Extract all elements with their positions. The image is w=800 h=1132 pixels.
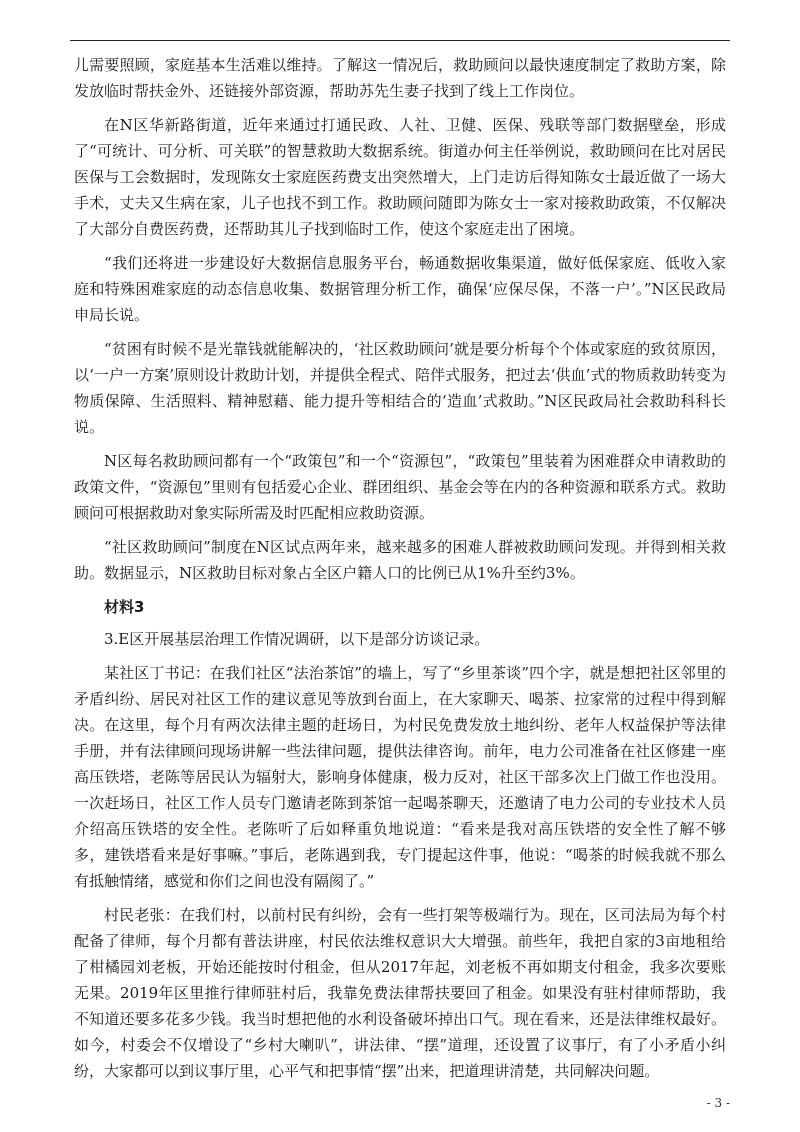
- paragraph: N区每名救助顾问都有一个“政策包”和一个“资源包”，“政策包”里装着为困难群众申请救助的政策文件，“资源包”里则有包括爱心企业、群团组织、基金会等在内的各种资源和联系方式。救助顾问可根据救助对象实际所需及时匹配相应救助资源。: [74, 452, 726, 522]
- section-heading: 材料3: [104, 598, 145, 616]
- paragraph: 某社区丁书记：在我们社区“法治茶馆”的墙上，写了“乡里茶谈”四个字，就是想把社区邻里的矛盾纠纷、居民对社区工作的建议意见等放到台面上，在大家聊天、喝茶、拉家常的过程中得到解决。在这里，每个月有两次法律主题的赶场日，为村民免费发放土地纠纷、老年人权益保护等法律手册，并有法律顾问现场讲解一些法律问题，提供法律咨询。前年，电力公司准备在社区修建一座高压铁塔，老陈等居民认为辐射大，影响身体健康，极力反对，社区干部多次上门做工作也没用。一次赶场日，社区工作人员专门邀请老陈到茶馆一起喝茶聊天，还邀请了电力公司的专业技术人员介绍高压铁塔的安全性。老陈听了后如释重负地说道：“看来是我对高压铁塔的安全性了解不够多，建铁塔看来是好事嘛。”事后，老陈遇到我，专门提起这件事，他说：“喝茶的时候我就不那么有抵触情绪，感觉和你们之间也没有隔阂了。”: [74, 664, 726, 890]
- paragraph: “贫困有时候不是光靠钱就能解决的，‘社区救助顾问’就是要分析每个个体或家庭的致贫原因，以‘一户一方案’原则设计救助计划，并提供全程式、陪伴式服务，把过去‘供血’式的物质救助转变为物质保障、生活照料、精神慰藉、能力提升等相结合的‘造血’式救助。”N区民政局社会救助科科长说。: [74, 340, 726, 436]
- paragraph: “我们还将进一步建设好大数据信息服务平台，畅通数据收集渠道，做好低保家庭、低收入家庭和特殊困难家庭的动态信息收集、数据管理分析工作，确保‘应保尽保，不落一户’。”N区民政局申局长说。: [74, 254, 726, 324]
- document-body: [74, 52, 726, 1092]
- paragraph: 3.E区开展基层治理工作情况调研，以下是部分访谈记录。: [104, 630, 490, 648]
- page-number: - 3 -: [706, 1096, 730, 1110]
- paragraph: 在N区华新路街道，近年来通过打通民政、人社、卫健、医保、残联等部门数据壁垒，形成了“可统计、可分析、可关联”的智慧救助大数据系统。街道办何主任举例说，救助顾问在比对居民医保与工会数据时，发现陈女士家庭医药费支出突然增大，上门走访后得知陈女士最近做了一场大手术，丈夫又生病在家，儿子也找不到工作。救助顾问随即为陈女士一家对接救助政策，不仅解决了大部分自费医药费，还帮助其儿子找到临时工作，使这个家庭走出了困境。: [74, 116, 726, 238]
- header-rule: [70, 40, 730, 41]
- paragraph: 村民老张：在我们村，以前村民有纠纷，会有一些打架等极端行为。现在，区司法局为每个村配备了律师，每个月都有普法讲座，村民依法维权意识大大增强。前些年，我把自家的3亩地租给了柑橘园刘老板，开始还能按时付租金，但从2017年起，刘老板不再如期支付租金，我多次要账无果。2019年区里推行律师驻村后，我靠免费法律帮扶要回了租金。如果没有驻村律师帮助，我不知道还要多花多少钱。我当时想把他的水利设备破坏掉出口气。现在看来，还是法律维权最好。如今，村委会不仅增设了“乡村大喇叭”，讲法律、“摆”道理，还设置了议事厅，有了小矛盾小纠纷，大家都可以到议事厅里，心平气和把事情“摆”出来，把道理讲清楚，共同解决问题。: [74, 906, 726, 1080]
- paragraph: 儿需要照顾，家庭基本生活难以维持。了解这一情况后，救助顾问以最快速度制定了救助方案，除发放临时帮扶金外、还链接外部资源，帮助苏先生妻子找到了线上工作岗位。: [74, 56, 726, 100]
- paragraph: “社区救助顾问”制度在N区试点两年来，越来越多的困难人群被救助顾问发现。并得到相关救助。数据显示，N区救助目标对象占全区户籍人口的比例已从1%升至约3%。: [74, 538, 726, 582]
